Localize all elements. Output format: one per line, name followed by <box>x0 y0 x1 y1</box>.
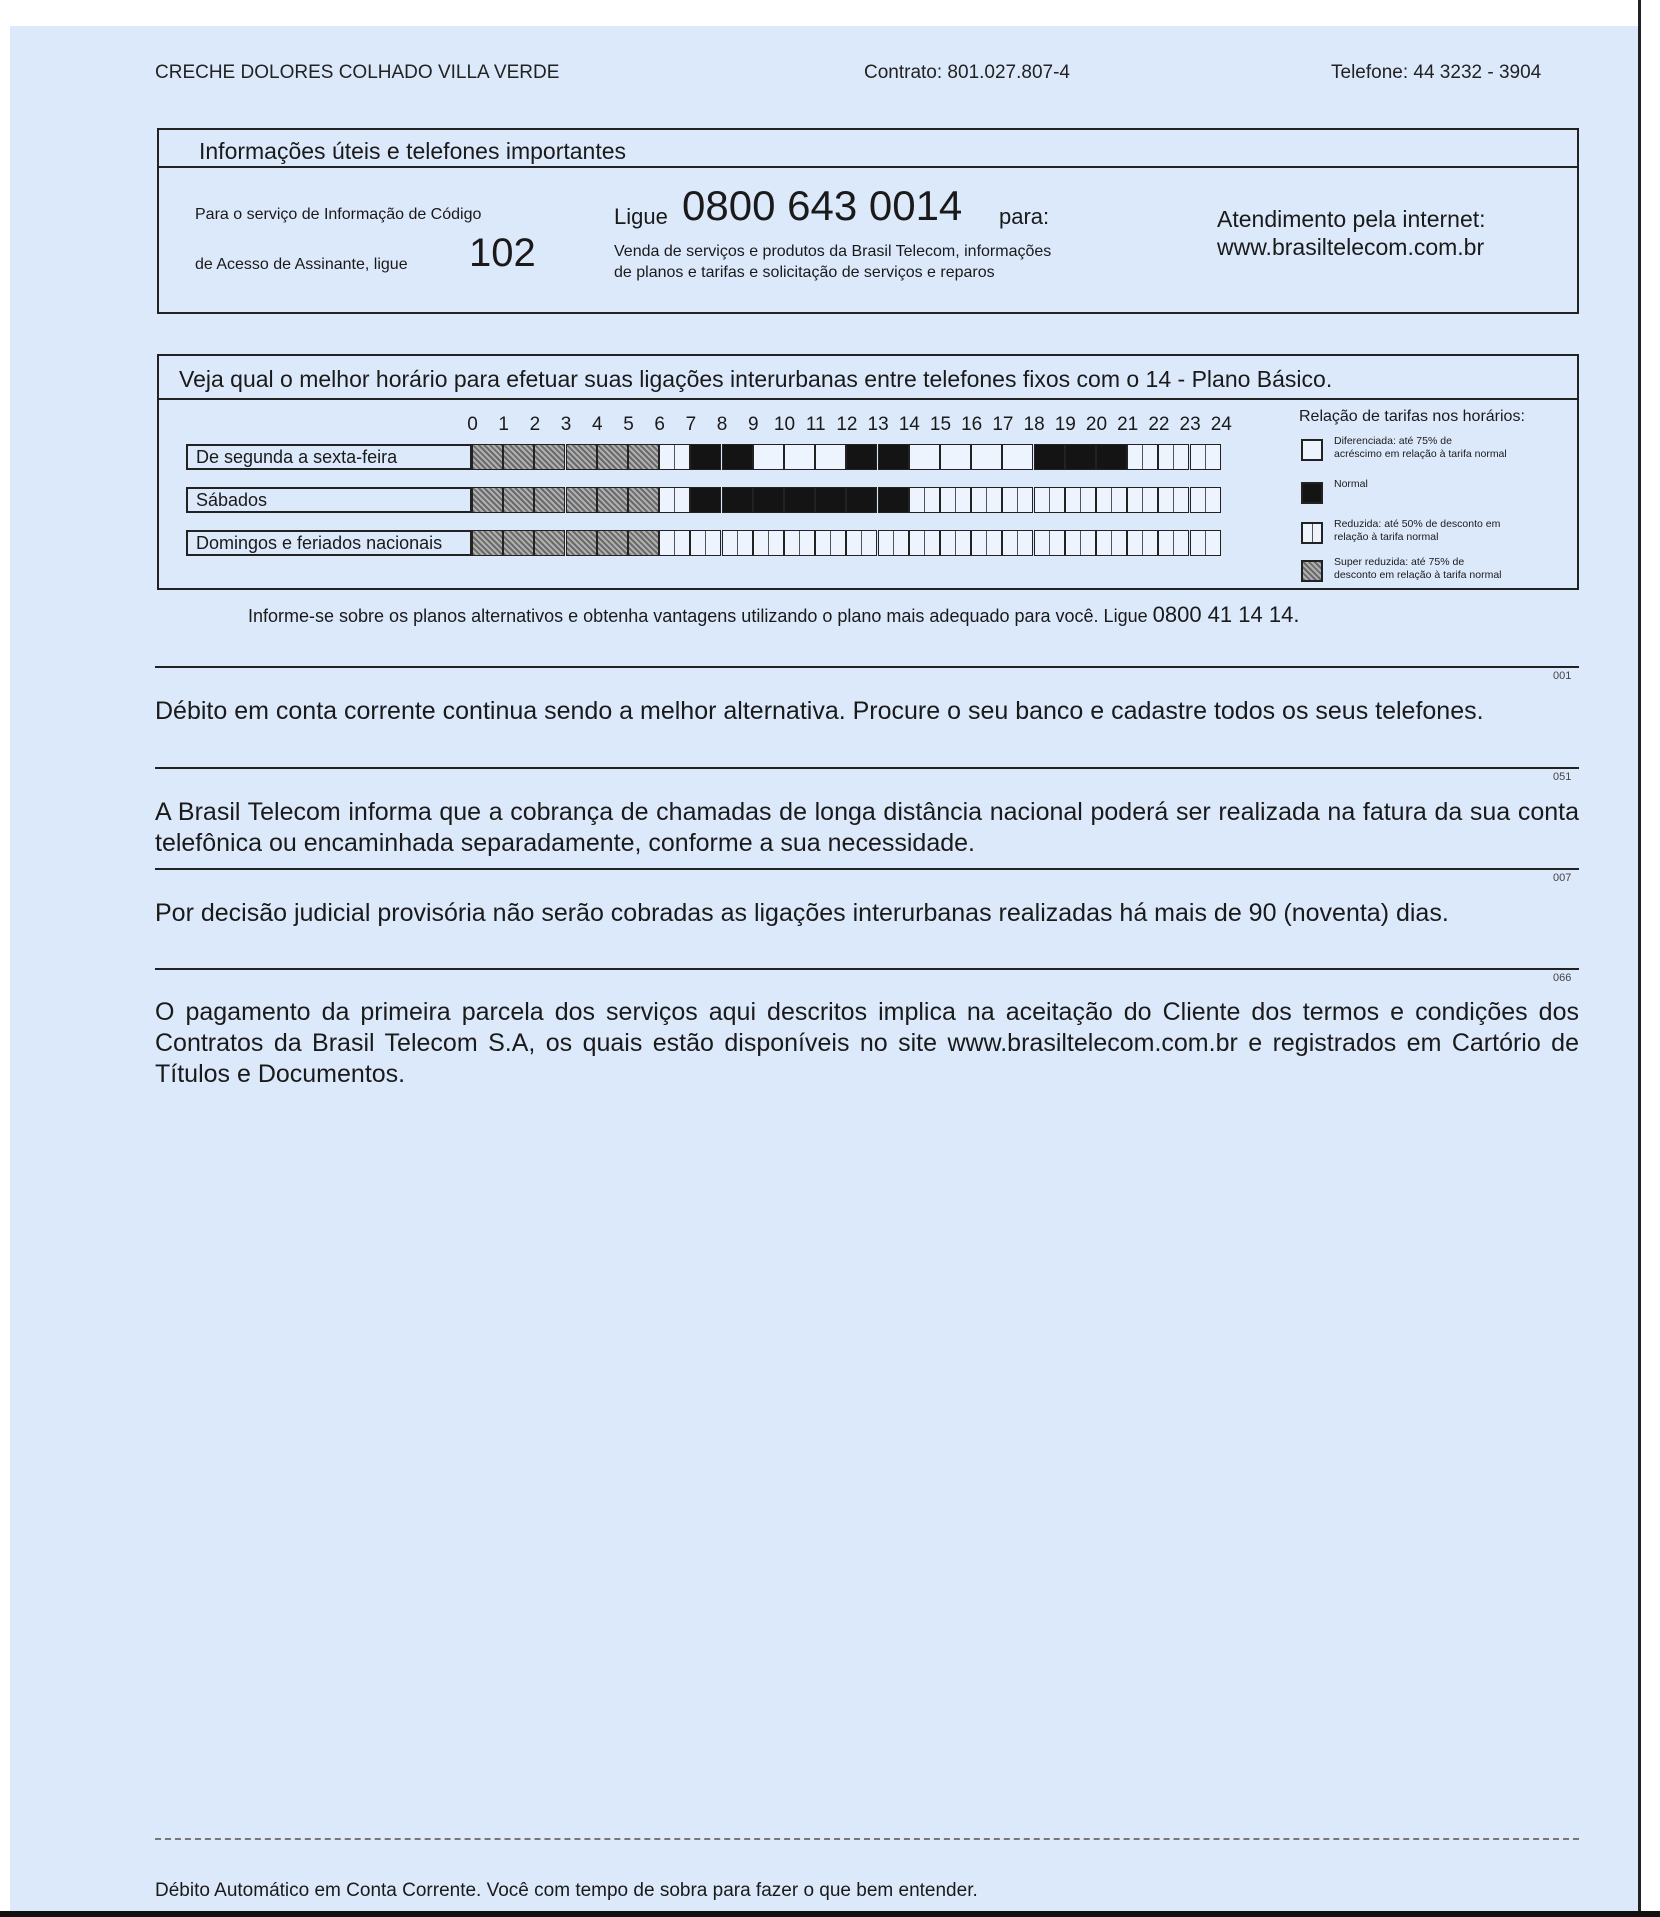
tariff-cell-super <box>566 444 597 470</box>
internet-support-label: Atendimento pela internet: <box>1217 206 1486 232</box>
tariff-cell-super <box>534 487 565 513</box>
tariff-cell-normal <box>1034 444 1065 470</box>
tariff-cell-reduzida <box>659 444 690 470</box>
tariff-cell-reduzida <box>971 487 1002 513</box>
tariff-cell-reduzida <box>878 530 909 556</box>
tariff-cell-reduzida <box>1127 444 1158 470</box>
tariff-cell-super <box>628 530 659 556</box>
tariff-cell-diferenciada <box>971 444 1002 470</box>
hour-label: 10 <box>773 414 796 435</box>
hour-label: 22 <box>1148 414 1170 435</box>
sales-description-line2: de planos e tarifas e solicitação de serviços e reparos <box>614 264 995 281</box>
tariff-cell-reduzida <box>1127 487 1158 513</box>
hour-label: 21 <box>1117 414 1139 435</box>
schedule-row-label: Sábados <box>186 487 472 513</box>
tariff-cell-diferenciada <box>753 444 784 470</box>
tariff-cell-reduzida <box>1190 530 1221 556</box>
tariff-cell-reduzida <box>1096 487 1127 513</box>
hour-label: 1 <box>498 414 509 435</box>
message-text: O pagamento da primeira parcela dos serviços aqui descritos implica na aceitação do Cliente dos termos e condições dos Contratos da Brasil Telecom S.A, os quais estão disponíveis no site www.brasiltelecom.com.br e registrados em Cartório de Títulos e Documentos. <box>155 998 1579 1088</box>
code-service-number: 102 <box>469 231 536 275</box>
alternative-plans-phone: 0800 41 14 14. <box>1152 602 1300 627</box>
tariff-cell-super <box>628 487 659 513</box>
contract-number: Contrato: 801.027.807-4 <box>864 62 1070 83</box>
tariff-cell-reduzida <box>909 530 940 556</box>
tariff-cell-reduzida <box>909 487 940 513</box>
tariff-cell-super <box>472 530 503 556</box>
tariff-cell-super <box>472 444 503 470</box>
tariff-cell-super <box>534 530 565 556</box>
hour-label: 2 <box>529 414 541 435</box>
tariff-cell-normal <box>690 444 721 470</box>
tariff-cell-diferenciada <box>909 444 940 470</box>
message-divider <box>155 868 1579 870</box>
tariff-cell-reduzida <box>1065 487 1096 513</box>
tariff-cell-normal <box>722 444 753 470</box>
message-divider <box>155 666 1579 668</box>
tariff-cell-reduzida <box>1127 530 1158 556</box>
legend-text: Normal <box>1334 478 1368 490</box>
hour-label: 13 <box>867 414 889 435</box>
tariff-cell-normal <box>878 444 909 470</box>
legend-title: Relação de tarifas nos horários: <box>1299 408 1525 425</box>
tariff-cell-super <box>503 487 534 513</box>
tariff-cell-reduzida <box>784 530 815 556</box>
tariff-cell-reduzida <box>1002 530 1033 556</box>
hour-label: 14 <box>898 414 920 435</box>
hour-label: 23 <box>1179 414 1201 435</box>
tariff-cell-normal <box>878 487 909 513</box>
tariff-cell-reduzida <box>846 530 877 556</box>
useful-info-title: Informações úteis e telefones importantes <box>199 138 627 164</box>
tariff-cell-super <box>503 530 534 556</box>
legend-subtext: acréscimo em relação à tarifa normal <box>1334 448 1507 460</box>
hour-label: 4 <box>592 414 603 435</box>
legend-text: Reduzida: até 50% de desconto em <box>1334 518 1501 530</box>
scan-top-margin <box>0 0 1660 26</box>
sales-description-line1: Venda de serviços e produtos da Brasil Telecom, informações <box>614 243 1052 260</box>
message-text: Débito em conta corrente continua sendo a melhor alternativa. Procure o seu banco e cadastre todos os seus telefones. <box>155 697 1484 725</box>
tariff-cell-normal <box>690 487 721 513</box>
hour-label: 7 <box>685 414 697 435</box>
useful-info-title-bar <box>159 130 1577 168</box>
legend-text: Diferenciada: até 75% de <box>1334 435 1452 447</box>
sales-phone-number: 0800 643 0014 <box>682 182 963 229</box>
legend-swatch-reduzida <box>1301 522 1323 544</box>
hour-label: 12 <box>836 414 858 435</box>
hour-label: 16 <box>961 414 983 435</box>
tariff-cell-super <box>597 530 628 556</box>
tariff-cell-reduzida <box>1096 530 1127 556</box>
hour-label: 24 <box>1210 414 1232 435</box>
message-text: Por decisão judicial provisória não serão cobradas as ligações interurbanas realizadas há mais de 90 (noventa) dias. <box>155 899 1449 927</box>
message-code: 051 <box>1553 771 1572 783</box>
tariff-cell-normal <box>846 487 877 513</box>
tear-line <box>155 1838 1579 1840</box>
message-divider <box>155 968 1579 970</box>
tariff-cell-reduzida <box>1158 530 1189 556</box>
hour-label: 8 <box>716 414 728 435</box>
tariff-cell-diferenciada <box>940 444 971 470</box>
tariff-cell-reduzida <box>1158 487 1189 513</box>
legend-swatch-super <box>1301 560 1323 582</box>
scan-right-margin <box>1638 0 1660 1917</box>
message-code: 001 <box>1553 670 1572 682</box>
hour-label: 3 <box>560 414 572 435</box>
sales-para-label: para: <box>999 204 1050 229</box>
hour-label: 17 <box>992 414 1014 435</box>
code-service-text-line1: Para o serviço de Informação de Código <box>195 206 482 223</box>
tariff-cell-super <box>566 487 597 513</box>
tariff-cell-super <box>503 444 534 470</box>
hour-label: 0 <box>467 414 478 435</box>
client-phone: Telefone: 44 3232 - 3904 <box>1331 62 1542 83</box>
client-name: CRECHE DOLORES COLHADO VILLA VERDE <box>155 62 560 83</box>
hour-label: 5 <box>623 414 634 435</box>
message-text: A Brasil Telecom informa que a cobrança de chamadas de longa distância nacional poderá ser realizada na fatura da sua conta telefônica ou encaminhada separadamente, conforme a sua necessidade. <box>155 798 1579 857</box>
useful-info-box <box>157 128 1579 314</box>
tariff-cell-normal <box>1065 444 1096 470</box>
tariff-cell-reduzida <box>1002 487 1033 513</box>
tariff-cell-reduzida <box>1190 487 1221 513</box>
schedule-row-label: De segunda a sexta-feira <box>186 444 472 470</box>
alternative-plans-note <box>248 602 1299 628</box>
hour-label: 20 <box>1085 414 1108 435</box>
legend-swatch-diferenciada <box>1301 439 1323 461</box>
tariff-cell-reduzida <box>1034 487 1065 513</box>
tariff-cell-diferenciada <box>784 444 815 470</box>
hour-label: 9 <box>748 414 759 435</box>
tariff-cell-reduzida <box>1065 530 1096 556</box>
tariff-cell-reduzida <box>1034 530 1065 556</box>
call-schedule-title-bar <box>159 356 1577 400</box>
code-service-text-line2: de Acesso de Assinante, ligue <box>195 256 408 273</box>
internet-support-url: www.brasiltelecom.com.br <box>1217 234 1485 260</box>
message-code: 066 <box>1553 972 1572 984</box>
call-schedule-title: Veja qual o melhor horário para efetuar suas ligações interurbanas entre telefones fixos com o 14 - Plano Básico. <box>179 366 1333 392</box>
legend-swatch-normal <box>1301 482 1323 504</box>
tariff-cell-reduzida <box>722 530 753 556</box>
call-schedule-box <box>157 354 1579 590</box>
tariff-cell-super <box>597 487 628 513</box>
legend-subtext: desconto em relação à tarifa normal <box>1334 569 1502 581</box>
tariff-cell-reduzida <box>690 530 721 556</box>
tariff-cell-reduzida <box>659 530 690 556</box>
tariff-cell-normal <box>1096 444 1127 470</box>
tariff-cell-super <box>534 444 565 470</box>
tariff-cell-reduzida <box>971 530 1002 556</box>
tariff-cell-reduzida <box>659 487 690 513</box>
hour-label: 15 <box>929 414 952 435</box>
alternative-plans-text: Informe-se sobre os planos alternativos e obtenha vantagens utilizando o plano mais adequado para você. Ligue <box>248 606 1148 626</box>
tariff-cell-normal <box>722 487 753 513</box>
message-code: 007 <box>1553 872 1572 884</box>
tariff-cell-super <box>472 487 503 513</box>
tariff-cell-reduzida <box>753 530 784 556</box>
footer-slogan: Débito Automático em Conta Corrente. Você com tempo de sobra para fazer o que bem entender. <box>155 1880 978 1901</box>
tariff-cell-normal <box>784 487 815 513</box>
hour-label: 11 <box>805 414 826 435</box>
hour-label: 18 <box>1023 414 1045 435</box>
hour-label: 6 <box>654 414 665 435</box>
tariff-cell-diferenciada <box>815 444 846 470</box>
message-divider <box>155 767 1579 769</box>
hour-label: 19 <box>1054 414 1076 435</box>
tariff-cell-diferenciada <box>1002 444 1033 470</box>
tariff-cell-super <box>597 444 628 470</box>
sales-ligue-label: Ligue <box>614 204 668 229</box>
scan-left-margin <box>0 0 10 1917</box>
legend-subtext: relação à tarifa normal <box>1334 531 1439 543</box>
tariff-cell-reduzida <box>1158 444 1189 470</box>
tariff-cell-reduzida <box>1190 444 1221 470</box>
tariff-cell-normal <box>846 444 877 470</box>
tariff-cell-super <box>628 444 659 470</box>
scan-bottom-edge <box>0 1911 1660 1917</box>
tariff-cell-reduzida <box>815 530 846 556</box>
tariff-cell-normal <box>815 487 846 513</box>
tariff-cell-normal <box>753 487 784 513</box>
schedule-row-label: Domingos e feriados nacionais <box>186 530 472 556</box>
tariff-cell-super <box>566 530 597 556</box>
tariff-cell-reduzida <box>940 530 971 556</box>
legend-text: Super reduzida: até 75% de <box>1334 556 1465 568</box>
tariff-cell-reduzida <box>940 487 971 513</box>
